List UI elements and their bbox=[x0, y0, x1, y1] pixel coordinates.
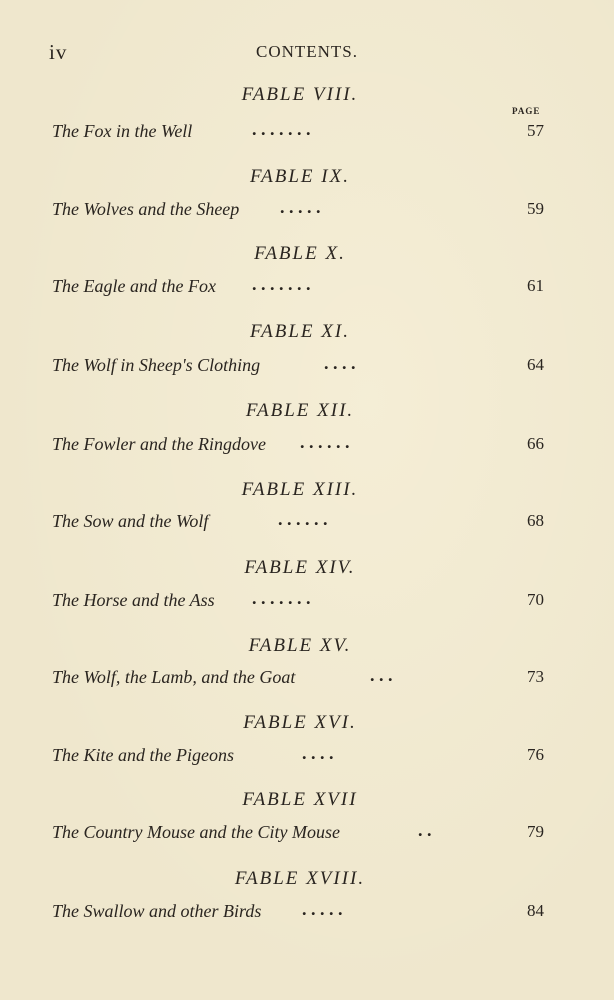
fable-heading: FABLE IX. bbox=[250, 166, 350, 187]
toc-entry bbox=[52, 121, 544, 145]
dot-leader: . . . . . . . bbox=[252, 588, 311, 608]
page-ref: 79 bbox=[527, 822, 544, 841]
fable-title: The Wolves and the Sheep bbox=[52, 199, 240, 219]
fable-title: The Horse and the Ass bbox=[52, 590, 215, 610]
fable-title: The Swallow and other Birds bbox=[52, 901, 262, 921]
dot-leader: . . . . . . bbox=[300, 432, 350, 452]
fable-title: The Sow and the Wolf bbox=[52, 511, 209, 531]
fable-title: The Eagle and the Fox bbox=[52, 276, 216, 296]
page-ref: 66 bbox=[527, 434, 544, 453]
fable-heading: FABLE XVII bbox=[242, 789, 358, 810]
page-ref: 64 bbox=[527, 355, 544, 374]
dot-leader: . . . . bbox=[302, 743, 334, 763]
toc-entry bbox=[52, 901, 544, 925]
toc-entry bbox=[52, 355, 544, 379]
fable-heading: FABLE XIV. bbox=[244, 557, 356, 578]
toc-entry bbox=[52, 434, 544, 458]
fable-title: The Fowler and the Ringdove bbox=[52, 434, 266, 454]
fable-heading: FABLE XII. bbox=[245, 400, 355, 421]
toc-entry bbox=[52, 511, 544, 535]
fable-heading: FABLE XI. bbox=[250, 321, 350, 342]
fable-heading: FABLE XVI. bbox=[243, 712, 357, 733]
page-ref: 76 bbox=[527, 745, 544, 764]
page-number: iv bbox=[49, 40, 68, 64]
fable-title: The Wolf, the Lamb, and the Goat bbox=[52, 667, 296, 687]
fable-title: The Kite and the Pigeons bbox=[52, 745, 234, 765]
page-ref: 68 bbox=[527, 511, 544, 530]
toc-entry bbox=[52, 745, 544, 769]
page-ref: 84 bbox=[527, 901, 544, 920]
dot-leader: . . . . . . . bbox=[252, 119, 311, 139]
fable-heading: FABLE X. bbox=[254, 243, 346, 264]
dot-leader: . . . . . . bbox=[278, 509, 328, 529]
page-ref: 70 bbox=[527, 590, 544, 609]
toc-entry bbox=[52, 199, 544, 223]
toc-entry bbox=[52, 822, 544, 846]
toc-entry bbox=[52, 276, 544, 300]
page-ref: 61 bbox=[527, 276, 544, 295]
dot-leader: . . . . . bbox=[280, 197, 321, 217]
fable-heading: FABLE XIII. bbox=[241, 479, 359, 500]
dot-leader: . . . . bbox=[324, 353, 356, 373]
fable-heading: FABLE XV. bbox=[248, 635, 352, 656]
page-ref: 57 bbox=[527, 121, 544, 140]
fable-title: The Country Mouse and the City Mouse bbox=[52, 822, 340, 842]
dot-leader: . . bbox=[418, 820, 432, 840]
dot-leader: . . . . . bbox=[302, 899, 343, 919]
page-ref: 73 bbox=[527, 667, 544, 686]
dot-leader: . . . . . . . bbox=[252, 274, 311, 294]
fable-heading: FABLE VIII. bbox=[241, 84, 359, 105]
page-ref: 59 bbox=[527, 199, 544, 218]
toc-entry bbox=[52, 667, 544, 691]
fable-title: The Wolf in Sheep's Clothing bbox=[52, 355, 261, 375]
fable-heading: FABLE XVIII. bbox=[234, 868, 366, 889]
page-column-label: PAGE bbox=[512, 106, 541, 116]
fable-title: The Fox in the Well bbox=[52, 121, 193, 141]
toc-entry bbox=[52, 590, 544, 614]
running-head: CONTENTS. bbox=[255, 42, 359, 61]
dot-leader: . . . bbox=[370, 665, 393, 685]
